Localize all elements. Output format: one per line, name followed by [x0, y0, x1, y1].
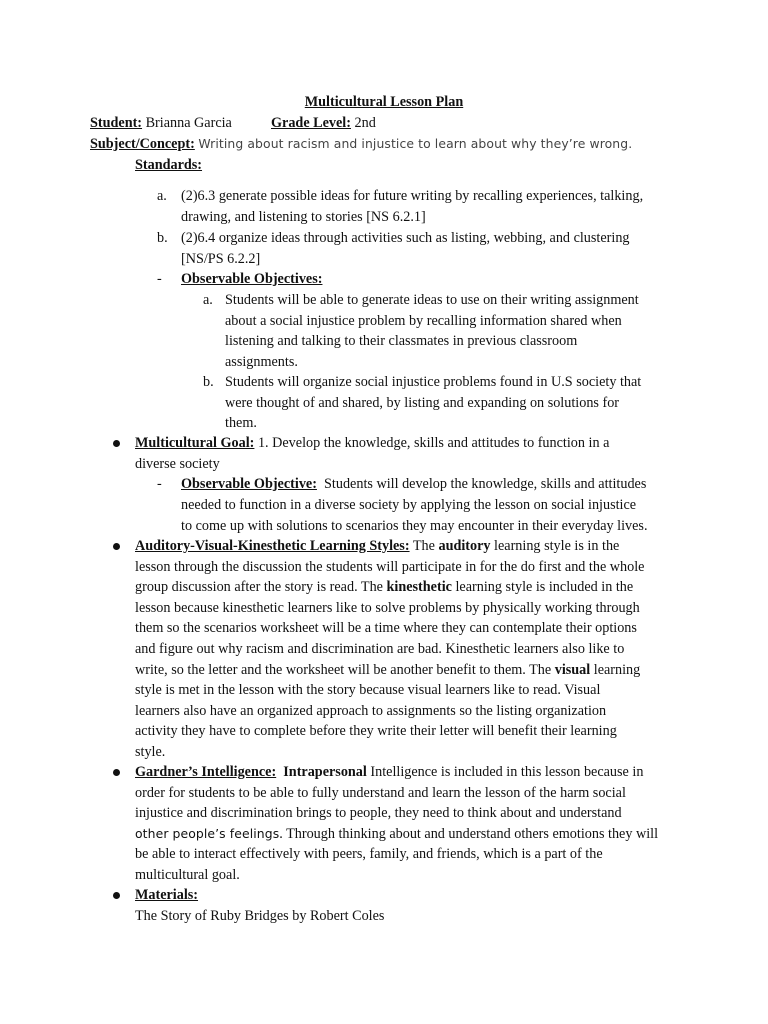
- learning-styles-section: [135, 536, 644, 763]
- list-marker: b.: [157, 230, 168, 246]
- text-run: learning: [590, 661, 641, 678]
- paragraph-line: learners also have an organized approach to assignments so the listing organization: [135, 702, 607, 719]
- standard-text-line: [NS/PS 6.2.2]: [181, 251, 261, 267]
- student-label: Student:: [90, 115, 143, 131]
- paragraph-line: lesson because kinesthetic learners like to solve problems by physically working through: [135, 599, 640, 616]
- paragraph-line: lesson through the discussion the students will participate in for the do first and the whole: [135, 558, 645, 575]
- paragraph-line: and figure out why racism and discrimination are bad. Kinesthetic learners also like to: [135, 640, 625, 657]
- goal-objective-line: [157, 474, 646, 495]
- subject-value: Writing about racism and injustice to learn about why they’re wrong.: [198, 136, 633, 151]
- paragraph-line: style.: [135, 743, 166, 760]
- grade-label: Grade Level:: [271, 115, 351, 131]
- paragraph-line: injustice and discrimination brings to people, they need to think about and understand: [135, 805, 622, 822]
- objective-text-line: assignments.: [225, 354, 298, 370]
- text-run: learning style is included in the: [451, 579, 634, 596]
- objective-text-line: Students will organize social injustice problems found in U.S society that: [225, 374, 642, 390]
- page-title: Multicultural Lesson Plan: [304, 94, 464, 110]
- materials-heading: [135, 885, 198, 906]
- bullet-icon: [113, 543, 120, 550]
- multicultural-goal-label: Multicultural Goal:: [135, 435, 255, 451]
- objective-text-line: listening and talking to their classmates in previous classroom: [225, 333, 578, 349]
- text-run: write, so the letter and the worksheet will be another benefit to them. The: [135, 661, 555, 678]
- goal-objective-text: Students will develop the knowledge, skills and attitudes: [316, 476, 647, 492]
- paragraph-line: them so the scenarios worksheet will be a time where they can contemplate their options: [135, 620, 637, 637]
- objective-text-line: them.: [225, 415, 257, 431]
- bold-term: visual: [554, 661, 591, 678]
- paragraph-line: order for students to be able to fully understand and learn the lesson of the harm social: [135, 784, 626, 801]
- grade-value: 2nd: [354, 115, 376, 131]
- paragraph-line: [135, 577, 644, 598]
- grade-line: [271, 113, 376, 134]
- standard-text-line: drawing, and listening to stories [NS 6.2.1]: [181, 209, 426, 225]
- standard-text-line: (2)6.3 generate possible ideas for future writing by recalling experiences, talking,: [181, 188, 644, 204]
- goal-objective-line-2: needed to function in a diverse society by applying the lesson on social injustice: [181, 497, 637, 513]
- materials-item: The Story of Ruby Bridges by Robert Coles: [135, 908, 385, 924]
- text-run: learning style is in the: [490, 538, 620, 554]
- subject-line: [90, 134, 632, 155]
- list-marker: b.: [203, 374, 214, 390]
- text-run: Intelligence is included in this lesson because in: [366, 764, 644, 780]
- text-run: other people’s feelings: [135, 825, 280, 841]
- materials-label: Materials:: [135, 887, 199, 903]
- list-marker: a.: [203, 292, 213, 308]
- paragraph-line: multicultural goal.: [135, 866, 240, 883]
- multicultural-goal-line: [135, 433, 609, 454]
- objective-text-line: about a social injustice problem by recalling information shared when: [225, 313, 622, 329]
- text-run: The: [409, 538, 439, 554]
- standards-heading: Standards:: [135, 157, 203, 173]
- observable-objectives-label: Observable Objectives:: [181, 271, 323, 287]
- bold-term: auditory: [438, 538, 491, 554]
- bullet-icon: [113, 769, 120, 776]
- objective-text-line: were thought of and shared, by listing and expanding on solutions for: [225, 395, 620, 411]
- list-marker: a.: [157, 188, 167, 204]
- dash-marker: -: [157, 476, 162, 492]
- bold-term: kinesthetic: [386, 579, 452, 596]
- paragraph-line: [135, 824, 658, 845]
- goal-objective-line-3: to come up with solutions to scenarios they may encounter in their everyday lives.: [181, 518, 648, 534]
- subject-label: Subject/Concept:: [90, 136, 195, 152]
- standard-text-line: (2)6.4 organize ideas through activities such as listing, webbing, and clustering: [181, 230, 630, 246]
- gardner-section: [135, 762, 658, 886]
- observable-objectives-line: [157, 269, 322, 290]
- paragraph-line: be able to interact effectively with peers, family, and friends, which is a part of the: [135, 846, 603, 863]
- student-name: Brianna Garcia: [145, 115, 232, 131]
- gardner-line: [135, 762, 658, 783]
- paragraph-line: style is met in the lesson with the story because visual learners like to read. Visual: [135, 682, 601, 699]
- gardner-label: Gardner’s Intelligence:: [135, 764, 277, 780]
- text-run: . Through thinking about and understand others emotions they will: [279, 825, 659, 842]
- goal-objective-label: Observable Objective:: [181, 476, 317, 492]
- objective-text-line: Students will be able to generate ideas to use on their writing assignment: [225, 292, 639, 308]
- bold-term: Intrapersonal: [283, 764, 367, 780]
- multicultural-goal-text: 1. Develop the knowledge, skills and attitudes to function in a: [254, 435, 610, 451]
- text-run: group discussion after the story is read. The: [135, 579, 387, 596]
- learning-styles-line: [135, 536, 644, 557]
- dash-marker: -: [157, 271, 162, 287]
- paragraph-line: activity they have to complete before they write their letter will benefit their learning: [135, 723, 617, 740]
- paragraph-line: [135, 660, 644, 681]
- bullet-icon: [113, 440, 120, 447]
- bullet-icon: [113, 892, 120, 899]
- learning-styles-label: Auditory-Visual-Kinesthetic Learning Styles:: [135, 538, 410, 554]
- multicultural-goal-line-2: diverse society: [135, 456, 220, 472]
- student-line: [90, 113, 232, 134]
